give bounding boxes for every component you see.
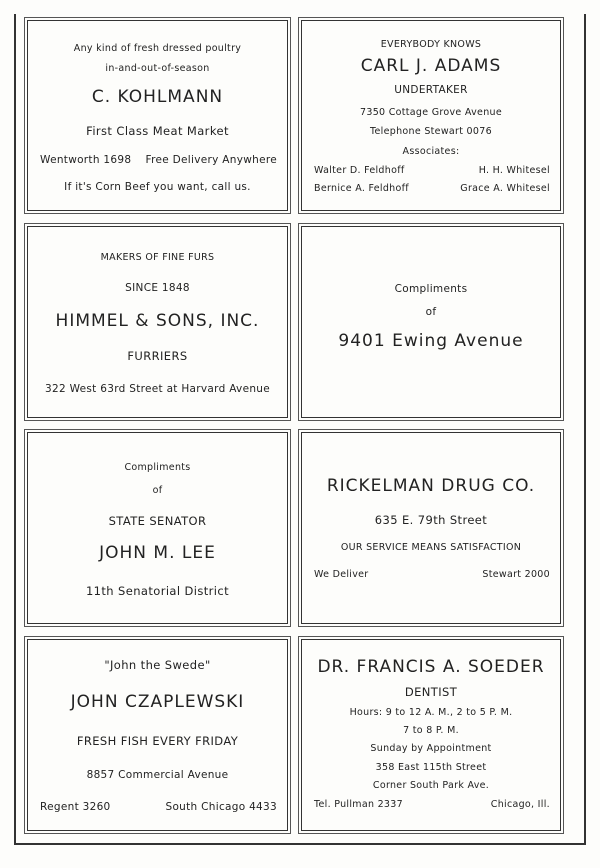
- ad-address: 635 E. 79th Street: [374, 513, 488, 527]
- ad-line: EVERYBODY KNOWS: [380, 39, 482, 50]
- page-border-right: [584, 14, 586, 844]
- ad-address: 322 West 63rd Street at Harvard Avenue: [45, 383, 270, 395]
- ad-business-name: C. KOHLMANN: [91, 87, 224, 107]
- ad-associate: H. H. Whitesel: [478, 165, 550, 176]
- ad-delivery: Free Delivery Anywhere: [145, 154, 277, 166]
- ad-district: 11th Senatorial District: [85, 584, 230, 598]
- ad-line: Compliments: [394, 283, 468, 295]
- ad-business-name: JOHN CZAPLEWSKI: [70, 692, 245, 712]
- ad-associate: Walter D. Feldhoff: [314, 165, 405, 176]
- ad-business-name: 9401 Ewing Avenue: [338, 331, 524, 351]
- ad-footer: If it's Corn Beef you want, call us.: [64, 181, 251, 193]
- ad-address: Corner South Park Ave.: [372, 780, 490, 791]
- page-border-bottom: [14, 843, 586, 845]
- ad-line: of: [152, 485, 163, 496]
- ad-address: 358 East 115th Street: [375, 762, 487, 773]
- ad-ewing: [301, 226, 561, 418]
- ad-business-name: CARL J. ADAMS: [360, 56, 502, 76]
- ad-address: 7350 Cottage Grove Avenue: [360, 107, 502, 118]
- ad-hours: 7 to 8 P. M.: [403, 725, 459, 736]
- ad-business-name: RICKELMAN DRUG CO.: [326, 476, 536, 496]
- ad-soeder: [301, 639, 561, 831]
- ad-kohlmann: [27, 20, 288, 211]
- ad-associates-label: Associates:: [402, 146, 460, 157]
- ad-appointment: Sunday by Appointment: [370, 743, 492, 754]
- ad-address: 8857 Commercial Avenue: [86, 769, 229, 781]
- ad-associates-row: [314, 183, 550, 194]
- ad-contact-row: [40, 154, 277, 166]
- ad-business-name: JOHN M. LEE: [99, 543, 216, 563]
- ad-contact-row: [314, 569, 550, 580]
- ad-title: STATE SENATOR: [108, 514, 207, 528]
- ad-delivery: We Deliver: [314, 569, 369, 580]
- ad-line: Any kind of fresh dressed poultry: [73, 43, 242, 54]
- page-border-left: [14, 14, 16, 844]
- ad-associate: Grace A. Whitesel: [460, 183, 550, 194]
- ad-phone: Telephone Stewart 0076: [370, 126, 492, 137]
- ad-associates-row: [314, 165, 550, 176]
- ad-nickname: "John the Swede": [104, 658, 211, 672]
- ad-phone: South Chicago 4433: [165, 801, 277, 813]
- ad-business-name: DR. FRANCIS A. SOEDER: [317, 657, 545, 677]
- ad-contact-row: [314, 799, 550, 810]
- ad-phone: Stewart 2000: [482, 569, 550, 580]
- ad-hours: Hours: 9 to 12 A. M., 2 to 5 P. M.: [349, 707, 513, 718]
- ad-czaplewski: [27, 639, 288, 831]
- ad-line: Compliments: [124, 462, 191, 473]
- ad-title: UNDERTAKER: [394, 84, 468, 96]
- ad-slogan: FRESH FISH EVERY FRIDAY: [76, 734, 239, 748]
- ad-himmel: [27, 226, 288, 418]
- ad-business-name: HIMMEL & SONS, INC.: [55, 311, 260, 331]
- ad-slogan: OUR SERVICE MEANS SATISFACTION: [340, 542, 522, 553]
- ad-line: in-and-out-of-season: [105, 63, 210, 74]
- ad-line: SINCE 1848: [125, 282, 190, 294]
- ad-contact-row: [40, 801, 277, 813]
- ad-tagline: First Class Meat Market: [86, 124, 229, 138]
- ad-title: FURRIERS: [127, 349, 188, 363]
- ad-phone: Regent 3260: [40, 801, 111, 813]
- ad-rickelman: [301, 432, 561, 624]
- ad-line: MAKERS OF FINE FURS: [100, 252, 215, 263]
- ad-lee: [27, 432, 288, 624]
- ad-phone: Tel. Pullman 2337: [314, 799, 403, 810]
- ad-city: Chicago, Ill.: [490, 799, 550, 810]
- ad-adams: [301, 20, 561, 211]
- ad-line: of: [425, 306, 437, 318]
- ad-title: DENTIST: [404, 685, 458, 699]
- ad-associate: Bernice A. Feldhoff: [314, 183, 409, 194]
- ad-phone: Wentworth 1698: [40, 154, 132, 166]
